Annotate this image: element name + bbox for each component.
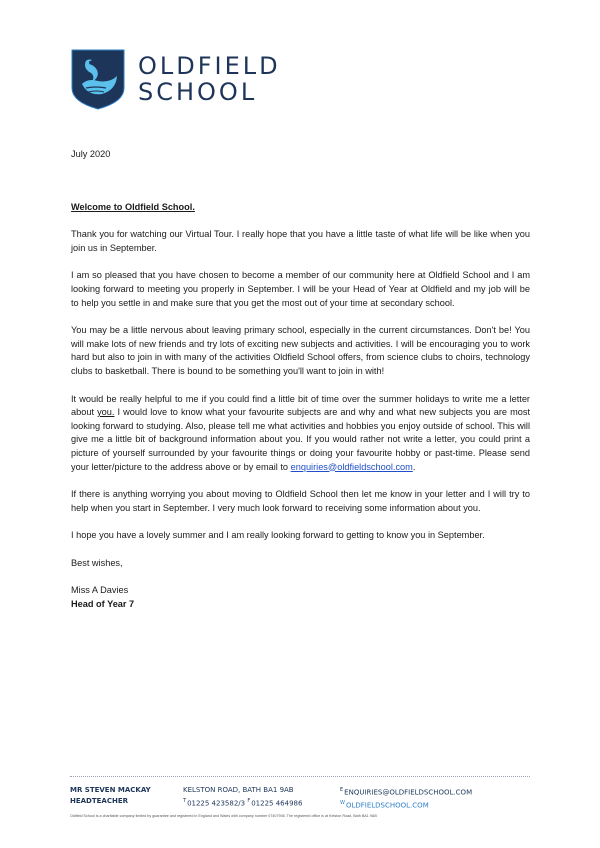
paragraph-1: Thank you for watching our Virtual Tour. I really hope that you have a little taste of what life will be like when you join us in September. [71,229,530,253]
footer-email[interactable]: ENQUIRIES@OLDFIELDSCHOOL.COM [344,788,473,797]
email-link[interactable]: enquiries@oldfieldschool.com [290,461,413,472]
letter-body [71,148,530,612]
paragraph-6: I hope you have a lovely summer and I am really looking forward to getting to know you in September. [71,530,485,541]
swan-crest-icon [70,48,126,110]
tel-number: 01225 423582/3 [187,799,246,808]
paragraph-4-text: It would be really helpful to me if you could find a little bit of time over the summer holidays to write me a letter about [71,393,530,418]
web-prefix: W [340,800,345,807]
fax-prefix: F [247,798,251,804]
school-name-line1: OLDFIELD [138,52,281,80]
school-logo [70,48,281,110]
fax-number: 01225 464986 [251,799,303,808]
letter-date: July 2020 [71,149,111,159]
legal-notice: Oldfield School is a charitable company limited by guarantee and registered in England and Wales with company number 07407945. The registered office is at Kelston Road, Bath BA1 9AB [70,814,377,818]
emphasis-you: you. [97,407,115,418]
headteacher-name: MR STEVEN MACKAY [70,786,151,794]
paragraph-4 [71,393,530,475]
footer-website[interactable]: OLDFIELDSCHOOL.COM [345,801,429,810]
headteacher-title: HEADTEACHER [70,797,129,805]
email-line [340,785,472,798]
email-prefix: E [340,787,344,793]
signatory-name: Miss A Davies [71,585,129,596]
footer-headteacher [70,785,151,807]
footer-address [183,785,302,809]
paragraph-2: I am so pleased that you have chosen to become a member of our community here at Oldfield School and I am looking forward to meeting you properly in September. I will be your Head of Year at Oldfield and my job will be to help you settle in and make sure that you get the most out of your time at secondary school. [71,270,530,308]
paragraph-5: If there is anything worrying you about moving to Oldfield School then let me know in your letter and I will try to help when you start in September. I very much look forward to receiving some information about you. [71,489,530,513]
footer-contact [340,785,472,812]
footer-divider [70,776,530,777]
paragraph-4-text-cont: I would love to know what your favourite subjects are and why and what new subjects you are most looking forward to studying. Also, please tell me what activities and hobbies you enjoy outside of school. This will give me a little bit of background information about you. If you would rather not write a letter, you could print a picture of yourself surrounded by your favourite things or doing your favourite hobby or past-time. Please send your letter/picture to the address above or by email to [71,407,531,472]
phone-line [183,796,302,809]
closing: Best wishes, [71,557,123,568]
paragraph-3: You may be a little nervous about leaving primary school, especially in the current circumstances. Don't be! You will make lots of new friends and try lots of exciting new subjects and activities. I will be encouraging you to work hard but also to join in with many of the activities Oldfield School offers, from science clubs to choirs, technology clubs to basketball. There is bound to be something you'll want to join in with! [71,325,530,376]
school-name [138,53,281,105]
signatory-role: Head of Year 7 [71,599,135,610]
web-line [340,798,472,811]
tel-prefix: T [183,798,187,804]
letter-heading: Welcome to Oldfield School. [71,201,195,212]
paragraph-4-end: . [412,461,416,472]
school-name-line2: SCHOOL [138,78,258,106]
school-address: KELSTON ROAD, BATH BA1 9AB [183,786,294,794]
